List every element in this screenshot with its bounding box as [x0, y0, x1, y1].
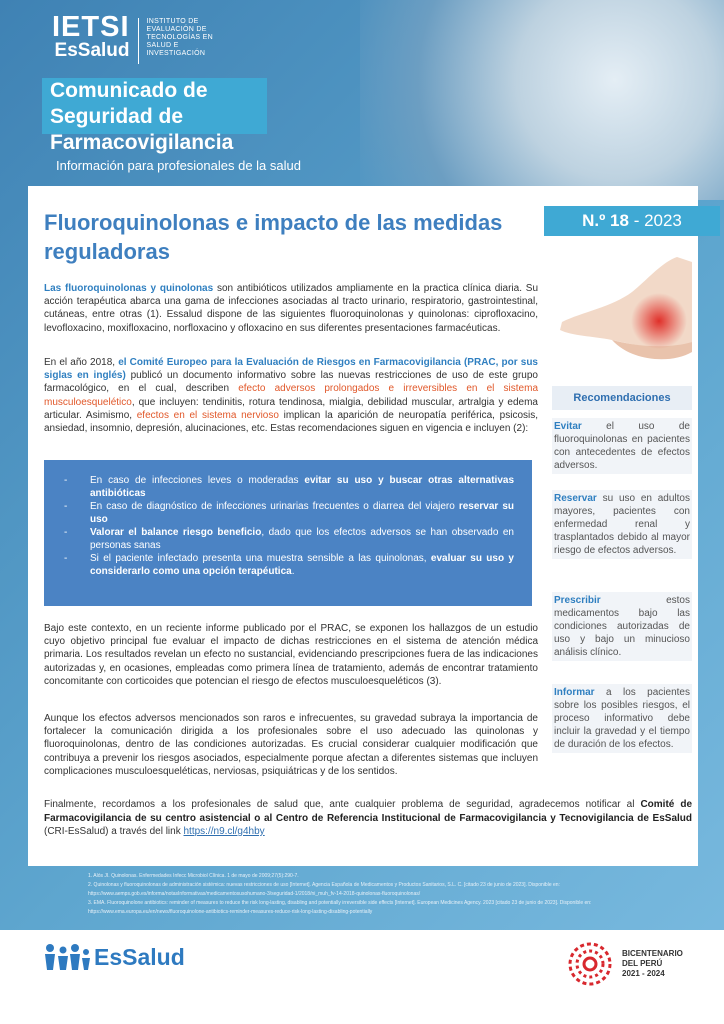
- bulletin-subtitle: Información para profesionales de la salud: [56, 158, 301, 173]
- report-link[interactable]: https://n9.cl/g4hby: [183, 826, 265, 837]
- p2-text-d: implican la aparición de neuropatía periférica, psicosis, ansiedad, insomnio, depresión, alucinaciones, etc. Estas recomendaciones siguen en vigencia e incluyen (2):: [44, 409, 538, 435]
- rec-text: su uso en adultos mayores, pacientes con enfermedad renal y trasplantados debido al mayor riesgo de efectos adversos.: [554, 493, 690, 556]
- closing-text-a: Finalmente, recordamos a los profesionales de salud que, ante cualquier problema de seguridad, agradecemos notificar al: [44, 799, 641, 810]
- recommendation-item: [552, 684, 692, 753]
- rec-verb: Prescribir: [554, 595, 601, 606]
- recommendation-item: [552, 592, 692, 661]
- reference-item: 1. Alós JI. Quinolonas. Enfermedades Infecc Microbiol Clínica. 1 de mayo de 2009;27(5):290-7.: [88, 873, 299, 879]
- logo-main: IETSI: [52, 11, 130, 43]
- bulletin-title: Comunicado de Seguridad de Farmacovigilancia: [50, 79, 234, 154]
- closing-paragraph: [44, 798, 692, 839]
- logo-sub: EsSalud: [54, 40, 130, 61]
- foot-pain-image: [552, 252, 698, 370]
- rec-verb: Informar: [554, 687, 595, 698]
- rec-verb: Evitar: [554, 421, 582, 432]
- paragraph-severity: Aunque los efectos adversos mencionados son raros e infrecuentes, su gravedad subraya la importancia de fortalecer la comunicación dirigida a los profesionales sobre el uso adecuado las quinolonas y fluoroquinolonas, dentro de las condiciones autorizadas. Es crucial considerar cualquier modificación que contribuya a prevenir los riesgos asociados, especialmente porque afectan a diferentes sistemas que incluyen complicaciones musculoesqueléticas, nerviosas, psiquiátricas y de los sentidos.: [44, 713, 538, 777]
- box-list: [44, 460, 532, 578]
- rec-verb: Reservar: [554, 493, 597, 504]
- p1-highlight: Las fluoroquinolonas y quinolonas: [44, 283, 214, 294]
- p2-highlight-prac: el Comité Europeo para la Evaluación de Riesgos en Farmacovigilancia (PRAC, por sus siglas en inglés): [44, 357, 538, 382]
- box-item: - En caso de diagnóstico de infecciones urinarias frecuentes o diarrea del viajero reservar su uso: [84, 500, 514, 526]
- reference-item: 3. EMA. Fluoroquinolone antibiotics: reminder of measures to reduce the risk long-lasting, disabling and potentially irreversible side effects [Internet]. European Medicines Agency. 2023 [citado 23 de junio de 2023]. Disponible en: https://www.ema.europa.eu/en/news/fluoroquinolone-antibiotics-reminder-measures-reduce-risk-long-lasting-disabling-potentially: [88, 900, 592, 915]
- recommendations-heading: Recomendaciones: [552, 386, 692, 410]
- closing-bold: Comité de Farmacovigilancia de su centro asistencial o al Centro de Referencia Institucional de Farmacovigilancia y Tecnovigilancia de EsSalud: [44, 799, 693, 824]
- closing-text-c: (CRI-EsSalud) a través del link: [44, 826, 184, 837]
- reference-item: 2. Quinolonas y fluoroquinolonas de administración sistémica: nuevas restricciones de uso [Internet]. Agencia Española de Medicamentos y Productos Sanitarios, S.L. C. [citado 23 de junio de 2023]. Disponible en: https://www.aemps.gob.es/informa/notasInformativas/medicamentosusohumano-3/seguridad-1/2018/ni_muh_fv-14-2018-quinolonas-fluoroquinolonas/: [88, 882, 560, 897]
- box-item: - Si el paciente infectado presenta una muestra sensible a las quinolonas, evaluar su uso y considerarlo como una opción terapéutica.: [84, 552, 514, 578]
- article-title: Fluoroquinolonas e impacto de las medidas reguladoras: [44, 210, 503, 264]
- issue-year: - 2023: [633, 211, 682, 230]
- box-item: - Valorar el balance riesgo beneficio, dado que los efectos adversos se han observado en personas sanas: [84, 526, 514, 552]
- bicentenario-text: BICENTENARIO DEL PERÚ 2021 - 2024: [622, 949, 683, 978]
- recommendations-box: [44, 460, 532, 606]
- p2-text-a: En el año 2018,: [44, 357, 119, 368]
- p2-text-c: , que incluyen: tendinitis, rotura tendinosa, mialgia, debilidad muscular, artralgia y edema articular. Asimismo,: [44, 396, 538, 421]
- paragraph-prac: [44, 356, 538, 435]
- ietsi-logo: [52, 11, 213, 64]
- issue-number: N.º 18: [582, 211, 629, 230]
- hero-image: [360, 0, 724, 200]
- bicentenario-logo: [566, 940, 683, 988]
- institute-name: INSTITUTO DE EVALUACIÓN DE TECNOLOGÍAS EN SALUD E INVESTIGACIÓN: [146, 18, 213, 57]
- family-icon: [42, 942, 90, 972]
- rec-text: a los pacientes sobre los posibles riesgos, el proceso informativo debe incluir la gravedad y el tiempo de duración de los efectos.: [554, 687, 690, 750]
- rec-text: el uso de fluoroquinolonas en pacientes con antecedentes de efectos adversos.: [554, 421, 690, 471]
- paragraph-context: Bajo este contexto, en un reciente informe publicado por el PRAC, se exponen los hallazgos de un estudio cuyo objetivo principal fue evaluar el impacto de dichas restricciones en el sistema de atención médica primaria. Los resultados revelan un efecto no sustancial, evidenciando prescripciones fuera de las indicaciones autorizadas y, en ocasiones, empleadas como primera línea de tratamiento, además de encontrar tratamiento concomitante con corticoides que potencian el riesgo de efectos musculoesqueléticos (3).: [44, 623, 538, 687]
- logo-divider: [138, 18, 139, 64]
- rec-text: estos medicamentos bajo las condiciones autorizadas de uso y bajo un minucioso análisis clínico.: [554, 595, 690, 658]
- bicentenario-emblem-icon: [566, 940, 614, 988]
- references: [88, 872, 688, 917]
- p2-highlight-nervioso: efectos en el sistema nervioso: [136, 409, 279, 421]
- issue-badge: [544, 206, 720, 236]
- recommendation-item: [552, 418, 692, 474]
- p2-highlight-musculo: efecto adversos prolongados e irreversibles en el sistema musculoesquelético: [44, 383, 539, 408]
- recommendation-item: [552, 490, 692, 559]
- logo-wordmark: [52, 11, 130, 61]
- p2-text-b: publicó un documento informativo sobre las nuevas restricciones de uso de este grupo farmacológico, en el cual, describen: [44, 370, 538, 395]
- footer-brand: EsSalud: [94, 943, 185, 970]
- essalud-logo: [42, 942, 185, 972]
- p1-text: son antibióticos utilizados ampliamente en la practica clínica diaria. Su acción terapéutica abarca una gama de infecciones asociadas al tracto urinario, respiratorio, gastrointestinal, cutáneas, entre otras (1). Essalud dispone de las siguientes fluoroquinolonas y quinolonas: ciprofloxacino, levofloxacino, moxifloxacino, norfloxacino y ofloxacino en sus diferentes presentaciones farmacéuticas.: [44, 283, 539, 334]
- paragraph-intro: [44, 282, 538, 335]
- box-item: - En caso de infecciones leves o moderadas evitar su uso y buscar otras alternativas antibióticas: [84, 474, 514, 500]
